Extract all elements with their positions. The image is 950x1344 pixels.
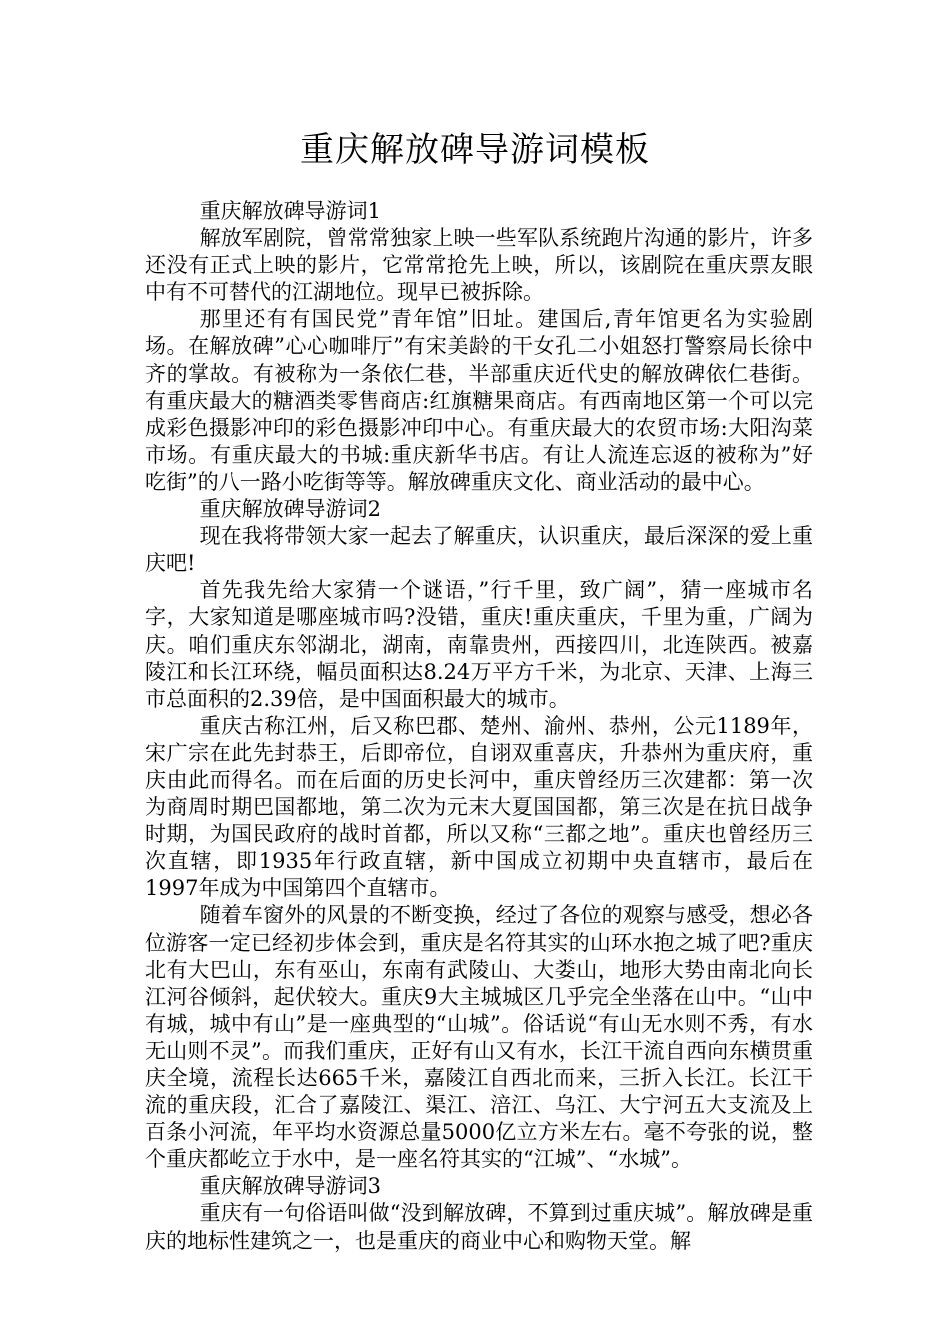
section-heading-2: 重庆解放碑导游词2 [199,497,381,522]
paragraph: 重庆有一句俗语叫做“没到解放碑，不算到过重庆城”。解放碑是重庆的地标性建筑之一，也是重庆的商业中心和购物天堂。解 [145,1201,813,1253]
paragraph: 随着车窗外的风景的不断变换，经过了各位的观察与感受，想必各位游客一定已经初步体会到，重庆是名符其实的山环水抱之城了吧?重庆北有大巴山，东有巫山，东南有武陵山、大娄山，地形大势由南北向长江河谷倾斜，起伏较大。重庆9大主城城区几乎完全坐落在山中。“山中有城，城中有山”是一座典型的“山城”。俗话说“有山无水则不秀，有水无山则不灵”。而我们重庆，正好有山又有水，长江干流自西向东横贯重庆全境，流程长达665千米，嘉陵江自西北而来，三折入长江。长江干流的重庆段，汇合了嘉陵江、渠江、涪江、乌江、大宁河五大支流及上百条小河流，年平均水资源总量5000亿立方米左右。毫不夸张的说，整个重庆都屹立于水中，是一座名符其实的“江城”、“水城”。 [145,903,813,1172]
section-heading-1: 重庆解放碑导游词1 [199,199,381,223]
document-title: 重庆解放碑导游词模板 [300,130,650,170]
paragraph: 现在我将带领大家一起去了解重庆，认识重庆，最后深深的爱上重庆吧! [145,524,813,576]
paragraph: 首先我先给大家猜一个谜语，”行千里，致广阔”，猜一座城市名字，大家知道是哪座城市吗?没错，重庆!重庆重庆，千里为重，广阔为庆。咱们重庆东邻湖北，湖南，南靠贵州，西接四川，北连陕西。被嘉陵江和长江环绕，幅员面积达8.24万平方千米，为北京、天津、上海三市总面积的2.39倍，是中国面积最大的城市。 [145,578,813,711]
paragraph: 那里还有有国民党”青年馆”旧址。建国后,青年馆更名为实验剧场。在解放碑”心心咖啡厅”有宋美龄的干女孔二小姐怒打警察局长徐中齐的掌故。有被称为一条依仁巷，半部重庆近代史的解放碑依仁巷街。有重庆最大的糖酒类零售商店:红旗糖果商店。有西南地区第一个可以完成彩色摄影冲印的彩色摄影冲印中心。有重庆最大的农贸市场:大阳沟菜市场。有重庆最大的书城:重庆新华书店。有让人流连忘返的被称为”好吃街”的八一路小吃街等等。解放碑重庆文化、商业活动的最中心。 [145,307,813,494]
section-heading-3: 重庆解放碑导游词3 [199,1174,381,1199]
document-body [145,198,813,1255]
paragraph: 重庆古称江州，后又称巴郡、楚州、渝州、恭州，公元1189年，宋广宗在此先封恭王，后即帝位，自诩双重喜庆，升恭州为重庆府，重庆由此而得名。而在后面的历史长河中，重庆曾经历三次建都：第一次为商周时期巴国都地，第二次为元末大夏国国都，第三次是在抗日战争时期，为国民政府的战时首都，所以又称“三都之地”。重庆也曾经历三次直辖，即1935年行政直辖，新中国成立初期中央直辖市，最后在1997年成为中国第四个直辖市。 [145,713,813,901]
paragraph: 解放军剧院，曾常常独家上映一些军队系统跑片沟通的影片，许多还没有正式上映的影片，它常常抢先上映，所以，该剧院在重庆票友眼中有不可替代的江湖地位。现早已被拆除。 [145,226,813,305]
